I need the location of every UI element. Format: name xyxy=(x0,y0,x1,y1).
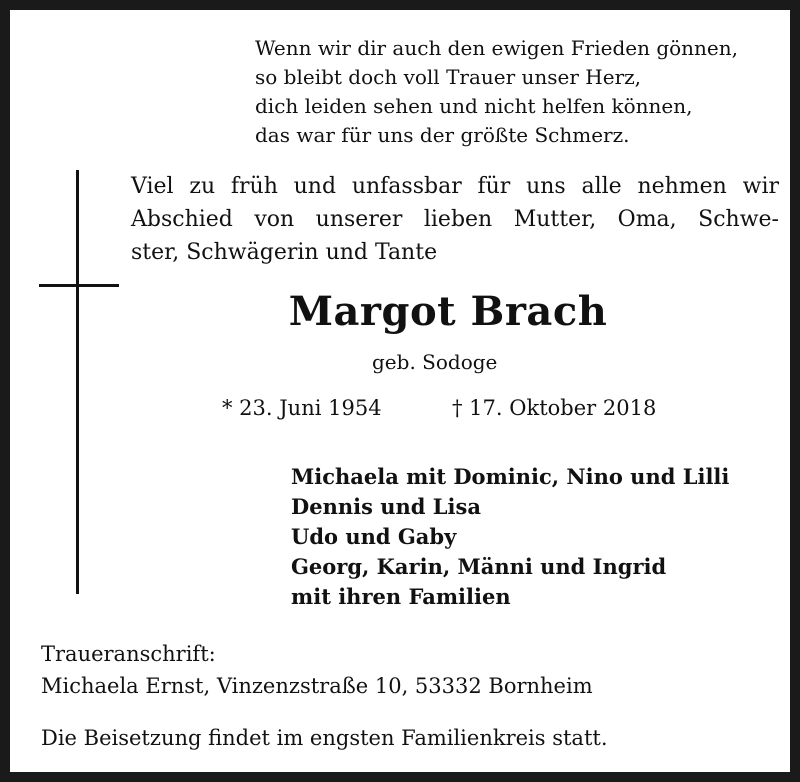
intro-text xyxy=(131,170,779,269)
intro-line: Viel zu früh und unfassbar für uns alle nehmen wir xyxy=(131,174,779,199)
cross-horizontal-bar xyxy=(39,284,119,287)
cross-vertical-bar xyxy=(76,170,79,594)
funeral-note: Die Beisetzung findet im engsten Familienkreis statt. xyxy=(41,726,608,750)
mourning-address: Michaela Ernst, Vinzenzstraße 10, 53332 Bornheim xyxy=(41,674,593,698)
maiden-name: geb. Sodoge xyxy=(372,350,498,374)
mourner-line: Dennis und Lisa xyxy=(291,494,481,519)
intro-line: Abschied von unserer lieben Mutter, Oma, Schwe- xyxy=(131,207,779,232)
mourner-line: mit ihren Familien xyxy=(291,584,511,609)
poem-line: das war für uns der größte Schmerz. xyxy=(255,123,630,147)
poem-line: dich leiden sehen und nicht helfen können, xyxy=(255,94,693,118)
birth-date: * 23. Juni 1954 xyxy=(222,396,382,420)
poem-line: Wenn wir dir auch den ewigen Frieden gönnen, xyxy=(255,36,739,60)
poem-line: so bleibt doch voll Trauer unser Herz, xyxy=(255,65,642,89)
deceased-name: Margot Brach xyxy=(288,288,608,335)
intro-line: ster, Schwägerin und Tante xyxy=(131,240,438,265)
mourner-line: Georg, Karin, Männi und Ingrid xyxy=(291,554,667,579)
death-date: † 17. Oktober 2018 xyxy=(452,396,657,420)
mourner-line: Udo und Gaby xyxy=(291,524,457,549)
mourners-list xyxy=(291,462,729,612)
memorial-poem xyxy=(255,34,738,150)
mourner-line: Michaela mit Dominic, Nino und Lilli xyxy=(291,464,730,489)
address-label: Traueranschrift: xyxy=(41,642,216,666)
